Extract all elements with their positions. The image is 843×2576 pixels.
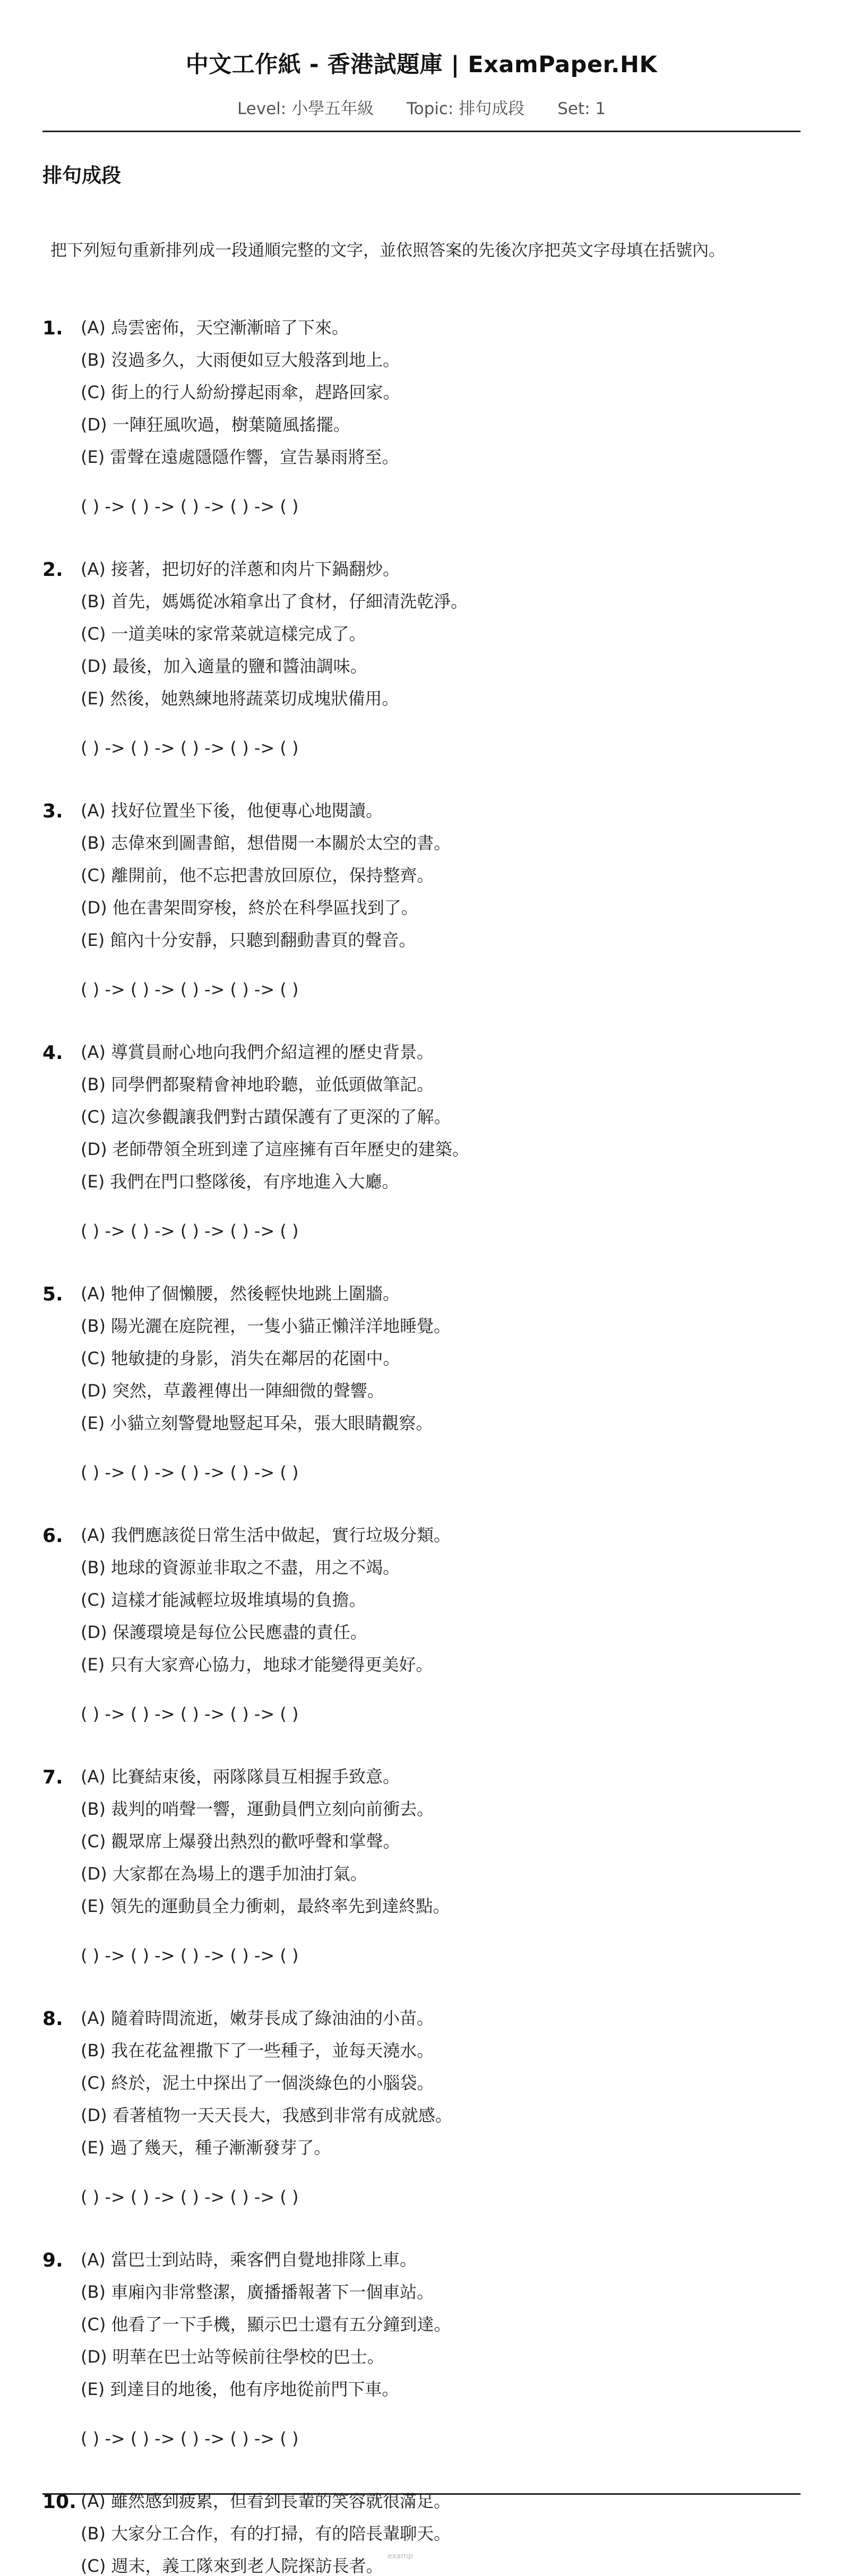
question-option: (E) 領先的運動員全力衝刺，最終率先到達終點。 (81, 1896, 450, 1916)
question-option: (D) 老師帶領全班到達了這座擁有百年歷史的建築。 (81, 1139, 469, 1159)
question-option: (A) 隨着時間流逝，嫩芽長成了綠油油的小苗。 (81, 2008, 434, 2028)
question-number: 3. (42, 800, 63, 822)
question-option: (C) 終於，泥土中探出了一個淡綠色的小腦袋。 (81, 2073, 434, 2093)
answer-blanks[interactable]: ( ) -> ( ) -> ( ) -> ( ) -> ( ) (81, 496, 299, 516)
question-option: (A) 接著，把切好的洋蔥和肉片下鍋翻炒。 (81, 559, 400, 579)
question-option: (B) 大家分工合作，有的打掃，有的陪長輩聊天。 (81, 2523, 451, 2544)
topic-label: Topic: 排句成段 (406, 99, 525, 118)
question-option: (D) 他在書架間穿梭，終於在科學區找到了。 (81, 898, 418, 918)
answer-blanks[interactable]: ( ) -> ( ) -> ( ) -> ( ) -> ( ) (81, 1221, 299, 1241)
question-option: (B) 同學們都聚精會神地聆聽，並低頭做筆記。 (81, 1074, 434, 1095)
question-option: (A) 當巴士到站時，乘客們自覺地排隊上車。 (81, 2250, 417, 2270)
set-label: Set: 1 (557, 99, 606, 118)
answer-blanks[interactable]: ( ) -> ( ) -> ( ) -> ( ) -> ( ) (81, 1945, 299, 1966)
question-number: 1. (42, 317, 63, 339)
question-option: (C) 這次參觀讓我們對古蹟保護有了更深的了解。 (81, 1107, 451, 1127)
question-option: (B) 車廂內非常整潔，廣播播報著下一個車站。 (81, 2282, 434, 2302)
question-option: (B) 首先，媽媽從冰箱拿出了食材，仔細清洗乾淨。 (81, 591, 468, 611)
question-option: (E) 小貓立刻警覺地豎起耳朵，張大眼睛觀察。 (81, 1413, 433, 1433)
question-option: (E) 我們在門口整隊後，有序地進入大廳。 (81, 1171, 399, 1192)
question-option: (D) 最後，加入適量的鹽和醬油調味。 (81, 656, 367, 676)
question-option: (C) 離開前，他不忘把書放回原位，保持整齊。 (81, 865, 434, 885)
question-option: (A) 找好位置坐下後，他便專心地閱讀。 (81, 800, 383, 821)
question-option: (A) 牠伸了個懶腰，然後輕快地跳上圍牆。 (81, 1283, 400, 1304)
question-option: (A) 導賞員耐心地向我們介紹這裡的歷史背景。 (81, 1042, 434, 1062)
question-option: (C) 這樣才能減輕垃圾堆填場的負擔。 (81, 1590, 366, 1610)
question-option: (B) 陽光灑在庭院裡，一隻小貓正懶洋洋地睡覺。 (81, 1316, 451, 1336)
question-option: (D) 保護環境是每位公民應盡的責任。 (81, 1622, 367, 1642)
question-option: (C) 觀眾席上爆發出熱烈的歡呼聲和掌聲。 (81, 1831, 400, 1851)
question-option: (E) 只有大家齊心協力，地球才能變得更美好。 (81, 1655, 433, 1675)
question-option: (D) 一陣狂風吹過，樹葉隨風搖擺。 (81, 415, 350, 435)
section-instruction: 把下列短句重新排列成一段通順完整的文字，並依照答案的先後次序把英文字母填在括號內。 (50, 241, 725, 260)
question-option: (A) 我們應該從日常生活中做起，實行垃圾分類。 (81, 1525, 451, 1545)
question-option: (E) 然後，她熟練地將蔬菜切成塊狀備用。 (81, 688, 399, 709)
question-option: (E) 到達目的地後，他有序地從前門下車。 (81, 2379, 399, 2399)
question-option: (A) 比賽結束後，兩隊隊員互相握手致意。 (81, 1767, 400, 1787)
question-option: (B) 裁判的哨聲一響，運動員們立刻向前衝去。 (81, 1799, 434, 1819)
question-option: (E) 館內十分安靜，只聽到翻動書頁的聲音。 (81, 930, 416, 950)
worksheet-meta (0, 95, 843, 119)
question-number: 9. (42, 2250, 63, 2271)
answer-blanks[interactable]: ( ) -> ( ) -> ( ) -> ( ) -> ( ) (81, 1704, 299, 1724)
question-option: (E) 雷聲在遠處隱隱作響，宣告暴雨將至。 (81, 447, 399, 467)
question-option: (D) 大家都在為場上的選手加油打氣。 (81, 1864, 367, 1884)
question-number: 8. (42, 2008, 63, 2030)
question-option: (C) 一道美味的家常菜就這樣完成了。 (81, 624, 366, 644)
question-option: (D) 看著植物一天天長大，我感到非常有成就感。 (81, 2105, 452, 2125)
watermark-text: examp (388, 2552, 413, 2561)
section-title: 排句成段 (42, 164, 121, 187)
question-option: (C) 週末，義工隊來到老人院探訪長者。 (81, 2556, 383, 2576)
question-option: (C) 他看了一下手機，顯示巴士還有五分鐘到達。 (81, 2314, 451, 2334)
question-option: (C) 牠敏捷的身影，消失在鄰居的花園中。 (81, 1348, 400, 1368)
question-option: (B) 沒過多久，大雨便如豆大般落到地上。 (81, 350, 400, 370)
page-title: 中文工作紙 - 香港試題庫 | ExamPaper.HK (185, 51, 658, 78)
question-option: (A) 烏雲密佈，天空漸漸暗了下來。 (81, 317, 349, 338)
question-option: (C) 街上的行人紛紛撐起雨傘，趕路回家。 (81, 382, 400, 402)
question-option: (B) 我在花盆裡撒下了一些種子，並每天澆水。 (81, 2040, 434, 2061)
question-number: 7. (42, 1767, 63, 1788)
answer-blanks[interactable]: ( ) -> ( ) -> ( ) -> ( ) -> ( ) (81, 738, 299, 758)
question-option: (A) 雖然感到疲累，但看到長輩的笑容就很滿足。 (81, 2491, 451, 2511)
question-option: (E) 過了幾天，種子漸漸發芽了。 (81, 2138, 331, 2158)
answer-blanks[interactable]: ( ) -> ( ) -> ( ) -> ( ) -> ( ) (81, 979, 299, 1000)
page-footer-divider (42, 2493, 801, 2495)
level-label: Level: 小學五年級 (237, 99, 374, 118)
answer-blanks[interactable]: ( ) -> ( ) -> ( ) -> ( ) -> ( ) (81, 1462, 299, 1483)
question-option: (D) 明華在巴士站等候前往學校的巴士。 (81, 2347, 384, 2367)
question-number: 4. (42, 1042, 63, 1064)
question-option: (D) 突然，草叢裡傳出一陣細微的聲響。 (81, 1381, 384, 1401)
header-divider (42, 131, 801, 132)
question-number: 10. (42, 2491, 76, 2513)
question-option: (B) 地球的資源並非取之不盡，用之不竭。 (81, 1557, 400, 1578)
answer-blanks[interactable]: ( ) -> ( ) -> ( ) -> ( ) -> ( ) (81, 2428, 299, 2449)
worksheet-header (0, 0, 843, 119)
question-option: (B) 志偉來到圖書館，想借閱一本關於太空的書。 (81, 833, 451, 853)
answer-blanks[interactable]: ( ) -> ( ) -> ( ) -> ( ) -> ( ) (81, 2187, 299, 2207)
question-number: 6. (42, 1525, 63, 1547)
question-number: 2. (42, 559, 63, 581)
question-number: 5. (42, 1283, 63, 1305)
